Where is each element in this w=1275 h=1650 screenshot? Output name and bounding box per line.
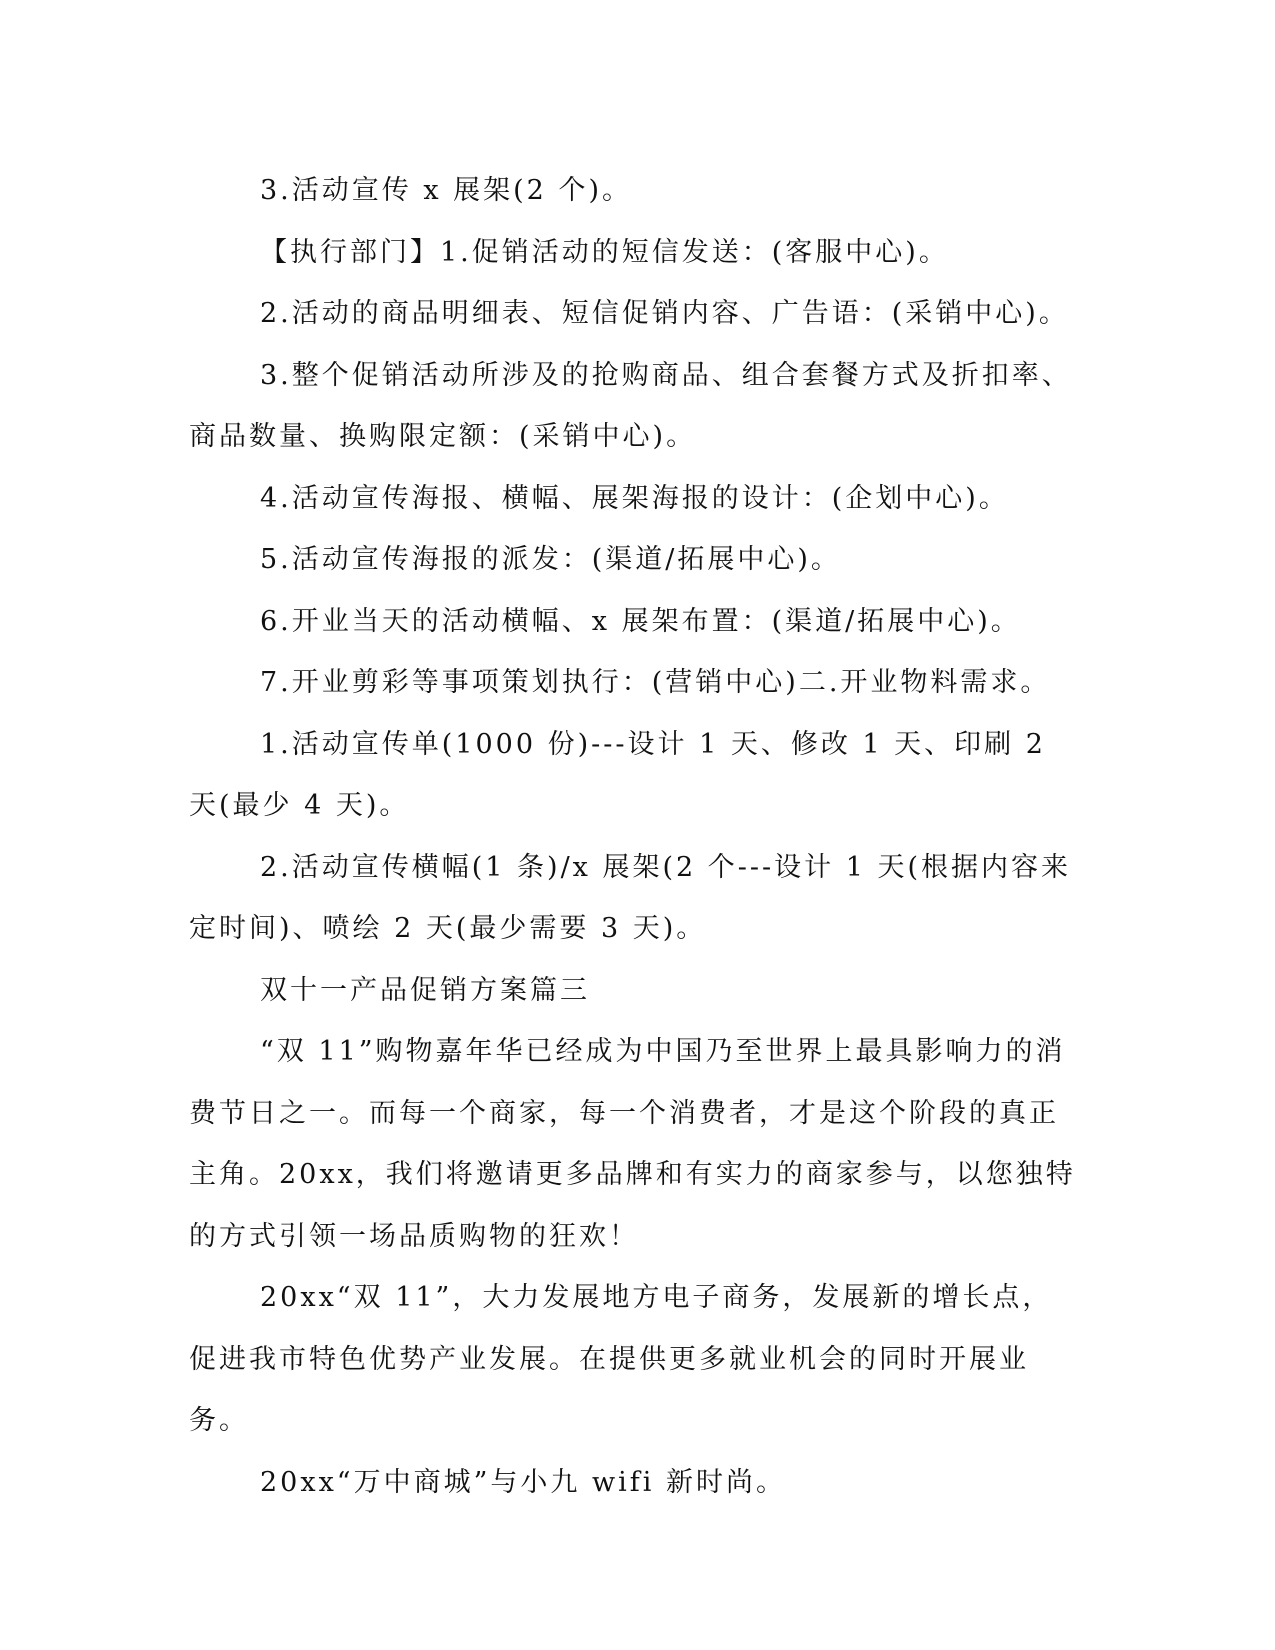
paragraph: 6.开业当天的活动横幅、x 展架布置：(渠道/拓展中心)。 bbox=[260, 605, 1021, 637]
paragraph: 【执行部门】1.促销活动的短信发送：(客服中心)。 bbox=[260, 236, 949, 268]
paragraph: 20xx“万中商城”与小九 wifi 新时尚。 bbox=[260, 1466, 786, 1498]
paragraph: 2.活动的商品明细表、短信促销内容、广告语：(采销中心)。 bbox=[260, 298, 1069, 329]
paragraph: 2.活动宣传横幅(1 条)/x 展架(2 个---设计 1 天(根据内容来定时间)、喷绘 2 天(最少需要 3 天)。 bbox=[189, 851, 1072, 944]
paragraph: 5.活动宣传海报的派发：(渠道/拓展中心)。 bbox=[260, 544, 841, 575]
paragraph: 4.活动宣传海报、横幅、展架海报的设计：(企划中心)。 bbox=[260, 482, 1009, 514]
paragraph: 7.开业剪彩等事项策划执行：(营销中心)二.开业物料需求。 bbox=[260, 667, 1051, 698]
document-body bbox=[189, 160, 1079, 1513]
paragraph: 3.整个促销活动所涉及的抢购商品、组合套餐方式及折扣率、商品数量、换购限定额：(采销中心)。 bbox=[189, 359, 1072, 452]
paragraph: 20xx“双 11”，大力发展地方电子商务，发展新的增长点，促进我市特色优势产业发展。在提供更多就业机会的同时开展业务。 bbox=[189, 1282, 1053, 1436]
paragraph: 3.活动宣传 x 展架(2 个)。 bbox=[260, 175, 632, 206]
paragraph: 1.活动宣传单(1000 份)---设计 1 天、修改 1 天、印刷 2 天(最少 4 天)。 bbox=[189, 728, 1046, 821]
section-heading: 双十一产品促销方案篇三 bbox=[260, 974, 590, 1006]
paragraph: “双 11”购物嘉年华已经成为中国乃至世界上最具影响力的消费节日之一。而每一个商家，每一个消费者，才是这个阶段的真正主角。20xx，我们将邀请更多品牌和有实力的商家参与，以您独特的方式引领一场品质购物的狂欢！ bbox=[189, 1036, 1076, 1252]
